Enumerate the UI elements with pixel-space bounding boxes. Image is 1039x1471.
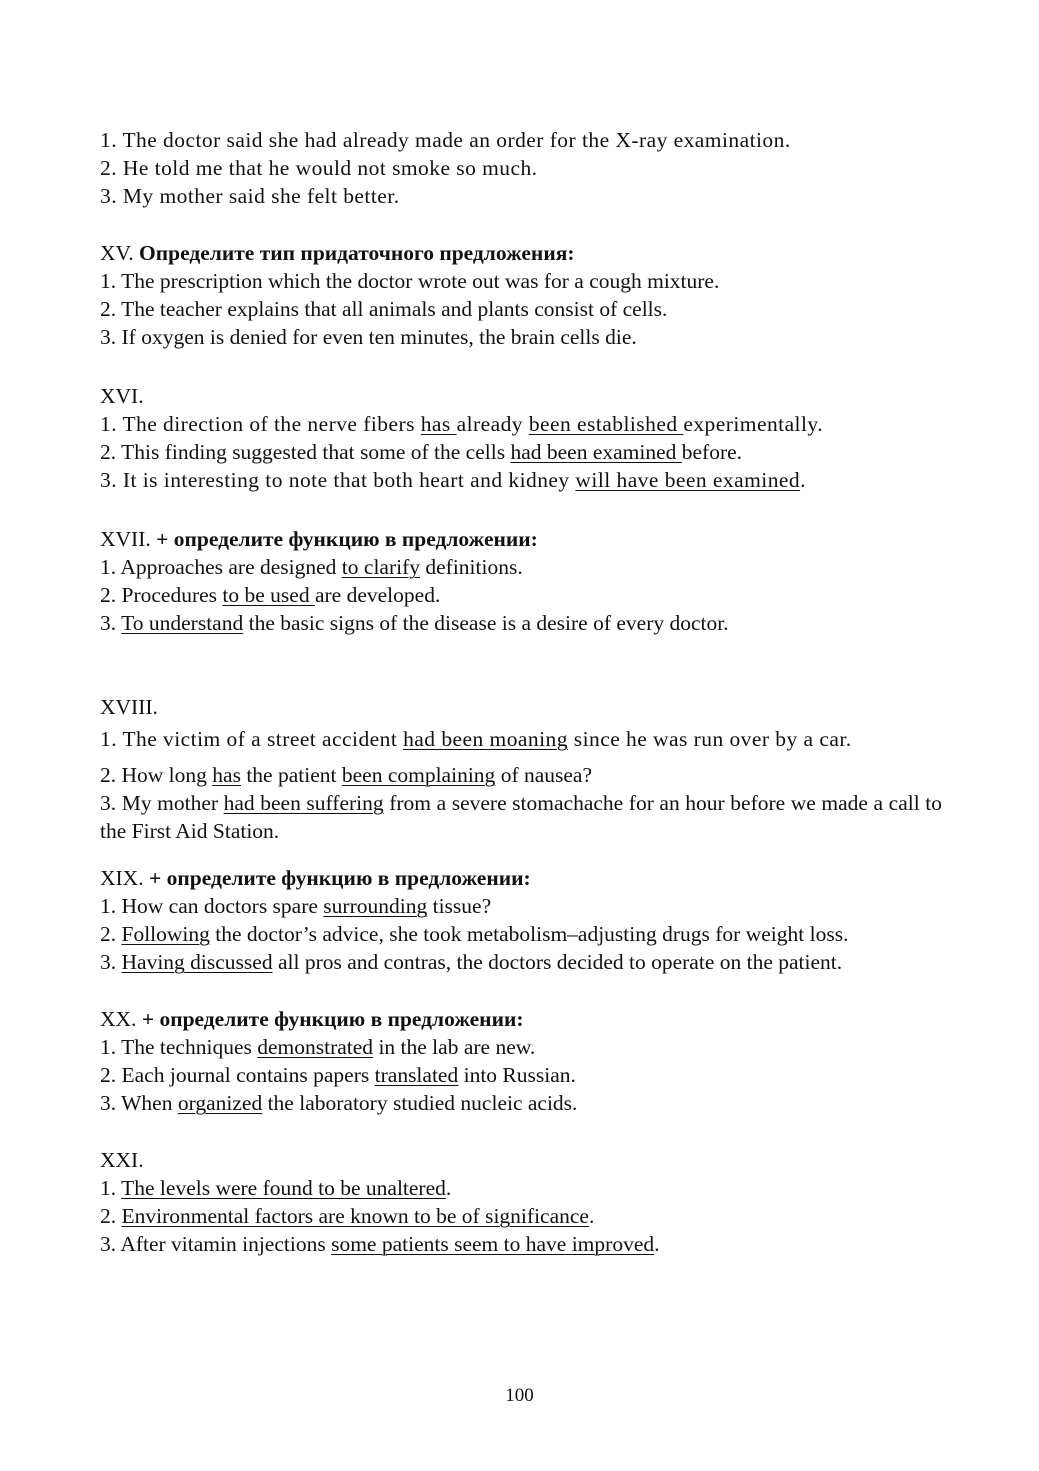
sentence xyxy=(100,410,942,438)
underlined-phrase: has xyxy=(212,763,241,787)
section-number: XV. xyxy=(100,241,140,265)
underlined-phrase: been established xyxy=(528,412,684,436)
underlined-phrase: demonstrated xyxy=(257,1035,374,1059)
sentence xyxy=(100,1033,942,1061)
section-number: XX. xyxy=(100,1007,142,1031)
section-title: + определите функцию в предложении: xyxy=(148,866,531,890)
underlined-phrase: had been moaning xyxy=(403,727,568,751)
page-number: 100 xyxy=(505,1385,534,1406)
section-title: + определите функцию в предложении: xyxy=(141,1007,524,1031)
text-fragment: 3. xyxy=(100,950,122,974)
text-fragment: of nausea? xyxy=(495,763,593,787)
document-page xyxy=(100,126,942,1258)
underlined-phrase: organized xyxy=(177,1091,263,1115)
text-fragment: into Russian. xyxy=(458,1063,576,1087)
section-title: + определите функцию в предложении: xyxy=(156,527,538,551)
underlined-phrase: Following xyxy=(121,922,210,946)
text-fragment: 3. After vitamin injections xyxy=(100,1232,332,1256)
sentence: 1. The doctor said she had already made an order for the X-ray examination. xyxy=(100,128,791,152)
underlined-phrase: been complaining xyxy=(341,763,496,787)
underlined-phrase: To understand xyxy=(121,611,244,635)
sentence xyxy=(100,789,942,845)
underlined-phrase: had been examined xyxy=(510,440,682,464)
underlined-phrase: Environmental factors are known to be of significance xyxy=(121,1204,589,1228)
sentence xyxy=(100,609,942,637)
text-fragment: 2. xyxy=(100,1204,122,1228)
section-heading-xvi: XVI. xyxy=(100,384,144,408)
section-heading-xv xyxy=(100,239,942,267)
text-fragment: the basic signs of the disease is a desire of every doctor. xyxy=(243,611,729,635)
text-fragment: tissue? xyxy=(427,894,492,918)
text-fragment: already xyxy=(456,412,529,436)
section-number: XVII. xyxy=(100,527,157,551)
text-fragment: all pros and contras, the doctors decided to operate on the patient. xyxy=(272,950,843,974)
text-fragment: from a severe stomachache for an hour before we made a call to the First Aid Station. xyxy=(100,791,942,843)
underlined-phrase: The levels were found to be unaltered xyxy=(121,1176,446,1200)
text-fragment: . xyxy=(445,1176,452,1200)
text-fragment: 1. How can doctors spare xyxy=(100,894,324,918)
text-fragment: the doctor’s advice, she took metabolism–adjusting drugs for weight loss. xyxy=(209,922,849,946)
sentence: 3. My mother said she felt better. xyxy=(100,184,400,208)
text-fragment: . xyxy=(654,1232,660,1256)
text-fragment: . xyxy=(800,468,806,492)
sentence xyxy=(100,892,942,920)
sentence xyxy=(100,1202,942,1230)
text-fragment: 2. Procedures xyxy=(100,583,223,607)
section-heading-xix xyxy=(100,864,942,892)
text-fragment: 1. Approaches are designed xyxy=(100,555,342,579)
text-fragment: 1. The victim of a street accident xyxy=(100,727,404,751)
text-fragment: 3. When xyxy=(100,1091,178,1115)
underlined-phrase: some patients seem to have improved xyxy=(331,1232,655,1256)
text-fragment: 1. xyxy=(100,1176,122,1200)
sentence: 3. If oxygen is denied for even ten minutes, the brain cells die. xyxy=(100,325,637,349)
text-fragment: 1. The direction of the nerve fibers xyxy=(100,412,421,436)
text-fragment: 3. xyxy=(100,611,122,635)
text-fragment: 2. Each journal contains papers xyxy=(100,1063,375,1087)
sentence xyxy=(100,948,942,976)
underlined-phrase: Having discussed xyxy=(121,950,273,974)
text-fragment: before. xyxy=(681,440,743,464)
sentence xyxy=(100,466,942,494)
sentence xyxy=(100,761,942,789)
underlined-phrase: to be used xyxy=(222,583,315,607)
sentence: 1. The prescription which the doctor wrote out was for a cough mixture. xyxy=(100,269,720,293)
underlined-phrase: surrounding xyxy=(323,894,428,918)
sentence xyxy=(100,581,942,609)
underlined-phrase: translated xyxy=(374,1063,459,1087)
sentence: 2. The teacher explains that all animals and plants consist of cells. xyxy=(100,297,668,321)
sentence xyxy=(100,1089,942,1117)
text-fragment: the patient xyxy=(240,763,342,787)
sentence xyxy=(100,920,942,948)
section-heading-xvii xyxy=(100,525,942,553)
section-title: Определите тип придаточного предложения: xyxy=(139,241,575,265)
underlined-phrase: to clarify xyxy=(341,555,420,579)
section-number: XIX. xyxy=(100,866,149,890)
sentence xyxy=(100,1061,942,1089)
sentence xyxy=(100,725,942,753)
sentence xyxy=(100,1174,942,1202)
sentence xyxy=(100,438,942,466)
sentence xyxy=(100,553,942,581)
text-fragment: 2. How long xyxy=(100,763,213,787)
underlined-phrase: had been suffering xyxy=(223,791,384,815)
text-fragment: definitions. xyxy=(420,555,523,579)
section-heading-xviii: XVIII. xyxy=(100,695,158,719)
text-fragment: . xyxy=(588,1204,595,1228)
sentence: 2. He told me that he would not smoke so much. xyxy=(100,156,538,180)
text-fragment: 1. The techniques xyxy=(100,1035,258,1059)
text-fragment: experimentally. xyxy=(683,412,824,436)
section-heading-xxi: XXI. xyxy=(100,1148,144,1172)
underlined-phrase: has xyxy=(420,412,457,436)
text-fragment: the laboratory studied nucleic acids. xyxy=(262,1091,578,1115)
text-fragment: 2. xyxy=(100,922,122,946)
section-heading-xx xyxy=(100,1005,942,1033)
text-fragment: since he was run over by a car. xyxy=(567,727,852,751)
text-fragment: 3. It is interesting to note that both heart and kidney xyxy=(100,468,576,492)
text-fragment: 2. This finding suggested that some of the cells xyxy=(100,440,511,464)
text-fragment: 3. My mother xyxy=(100,791,224,815)
text-fragment: in the lab are new. xyxy=(373,1035,536,1059)
text-fragment: are developed. xyxy=(314,583,441,607)
sentence xyxy=(100,1230,942,1258)
underlined-phrase: will have been examined xyxy=(575,468,801,492)
